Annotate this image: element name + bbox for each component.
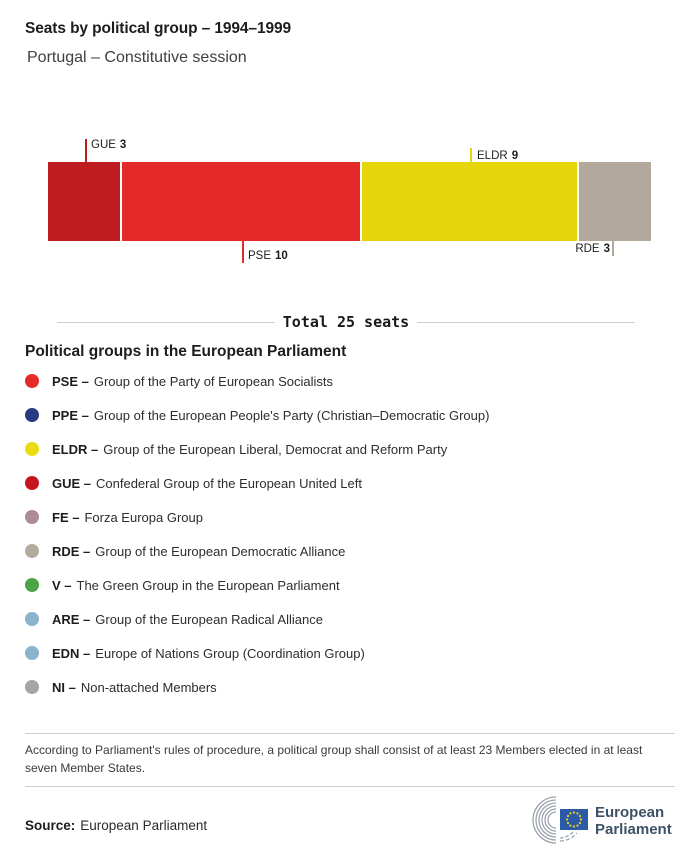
source-label: Source: <box>25 818 76 833</box>
bar-segment-rde <box>579 162 651 241</box>
legend-item-eldr <box>25 432 489 466</box>
gue-callout-line <box>85 139 87 163</box>
legend-desc: Confederal Group of the European United Left <box>96 475 362 491</box>
logo-text-line2: Parliament <box>595 821 672 838</box>
gue-seats: 3 <box>119 139 127 151</box>
legend-desc: Non-attached Members <box>80 679 217 695</box>
legend-item-ppe <box>25 398 489 432</box>
total-seats-label: Total 25 seats <box>282 313 410 331</box>
legend-code: EDN – <box>52 645 91 661</box>
eldr-seats: 9 <box>511 150 519 162</box>
total-seats-divider <box>57 313 635 331</box>
ppe-color-dot <box>25 408 39 422</box>
rde-callout-label <box>500 243 610 255</box>
legend-item-rde <box>25 534 489 568</box>
legend-code: PSE – <box>52 373 89 389</box>
pse-callout-line <box>242 241 244 263</box>
rde-seats: 3 <box>603 243 610 255</box>
legend-code: ELDR – <box>52 441 99 457</box>
logo-wordmark <box>595 804 672 838</box>
legend-item-pse <box>25 364 489 398</box>
source-value: European Parliament <box>80 818 208 833</box>
legend-title: Political groups in the European Parliament <box>25 343 347 360</box>
legend-item-are <box>25 602 489 636</box>
source-line <box>25 818 207 833</box>
fe-color-dot <box>25 510 39 524</box>
logo-text-line1: European <box>595 804 665 821</box>
legend-code: FE – <box>52 509 80 525</box>
legend-desc: Group of the European People's Party (Christian–Democratic Group) <box>93 407 490 423</box>
legend-desc: Group of the European Radical Alliance <box>95 611 323 627</box>
eldr-callout-line <box>470 148 472 163</box>
footnote-text: According to Parliament's rules of procedure, a political group shall consist of at least 23 Members elected in at least seven Member States. <box>25 743 643 775</box>
legend-code: PPE – <box>52 407 89 423</box>
footnote-divider-bottom <box>25 786 675 787</box>
rde-color-dot <box>25 544 39 558</box>
legend-code: RDE – <box>52 543 91 559</box>
pse-code: PSE <box>248 250 272 262</box>
legend-code: GUE – <box>52 475 92 491</box>
gue-color-dot <box>25 476 39 490</box>
bar-segment-pse <box>122 162 361 241</box>
pse-seats: 10 <box>275 250 288 262</box>
legend-item-fe <box>25 500 489 534</box>
ni-color-dot <box>25 680 39 694</box>
edn-color-dot <box>25 646 39 660</box>
legend-code: ARE – <box>52 611 91 627</box>
page-subtitle: Portugal – Constitutive session <box>27 49 247 66</box>
legend-desc: Forza Europa Group <box>84 509 203 525</box>
footnote-divider-top <box>25 733 675 734</box>
seats-stacked-bar <box>48 162 651 241</box>
eldr-color-dot <box>25 442 39 456</box>
rde-callout-line <box>612 241 614 256</box>
are-color-dot <box>25 612 39 626</box>
bar-segment-eldr <box>362 162 577 241</box>
divider-line-right <box>417 322 635 323</box>
legend-code: NI – <box>52 679 76 695</box>
pse-callout-label <box>248 250 288 262</box>
v-color-dot <box>25 578 39 592</box>
eldr-callout-label <box>477 150 518 162</box>
legend-desc: Group of the European Democratic Alliance <box>95 543 346 559</box>
eldr-code: ELDR <box>477 150 508 162</box>
legend-desc: The Green Group in the European Parliament <box>76 577 340 593</box>
legend-list <box>25 364 489 704</box>
legend-code: V – <box>52 577 72 593</box>
legend-desc: Group of the Party of European Socialists <box>93 373 334 389</box>
pse-color-dot <box>25 374 39 388</box>
bar-segment-gue <box>48 162 120 241</box>
european-parliament-logo <box>520 793 680 847</box>
legend-item-edn <box>25 636 489 670</box>
divider-line-left <box>57 322 275 323</box>
legend-item-gue <box>25 466 489 500</box>
legend-item-ni <box>25 670 489 704</box>
legend-desc: Europe of Nations Group (Coordination Group) <box>95 645 365 661</box>
page-title: Seats by political group – 1994–1999 <box>25 20 292 37</box>
legend-item-v <box>25 568 489 602</box>
gue-callout-label <box>91 139 126 151</box>
gue-code: GUE <box>91 139 116 151</box>
rde-code: RDE <box>575 243 600 255</box>
legend-desc: Group of the European Liberal, Democrat and Reform Party <box>103 441 448 457</box>
